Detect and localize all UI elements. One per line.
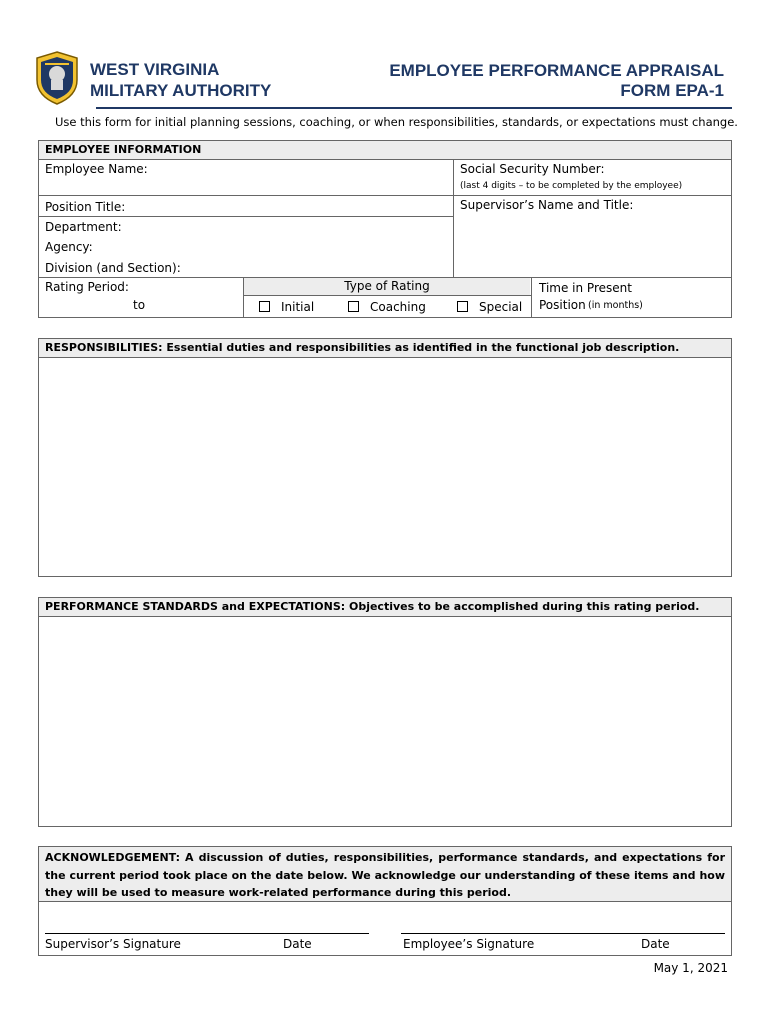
responsibilities-title: RESPONSIBILITIES: Essential duties and responsibilities as identified in the functional job description. [45,341,680,354]
divider [39,159,731,160]
acknowledgement-text: ACKNOWLEDGEMENT: A discussion of duties, responsibilities, performance standards, and expectations for the current period took place on the date below. We acknowledge our understanding of these items and how they will be used to measure work-related performance during this period. [45,851,725,899]
type-of-rating-label: Type of Rating [344,279,430,293]
divider [243,295,531,296]
time-in-position-label: Time in Present [539,281,632,295]
employee-info-header [39,141,731,159]
employee-signature-label: Employee’s Signature [403,937,535,951]
supervisor-signature-label: Supervisor’s Signature [45,937,181,951]
rating-period-end-input[interactable] [151,297,240,315]
supervisor-input[interactable] [460,215,729,277]
standards-title: PERFORMANCE STANDARDS and EXPECTATIONS: Objectives to be accomplished during this rating period. [45,600,700,613]
employee-info-section [38,140,732,318]
time-unit-note: (in months) [588,300,643,311]
division-label: Division (and Section): [45,261,181,275]
agency-input[interactable] [109,239,443,257]
employee-date-label: Date [641,937,670,951]
standards-section [38,597,732,827]
form-title: EMPLOYEE PERFORMANCE APPRAISAL [389,61,724,80]
employee-info-title: EMPLOYEE INFORMATION [45,143,202,156]
revision-date: May 1, 2021 [653,961,728,975]
org-name-line1: WEST VIRGINIA [90,60,220,79]
position-title-input[interactable] [139,199,443,217]
org-name-line2: MILITARY AUTHORITY [90,81,272,100]
divider [453,159,454,277]
employee-signature-line [401,933,725,934]
employee-name-label: Employee Name: [45,162,148,176]
ssn-input[interactable] [619,161,723,179]
rating-period-to: to [133,298,146,312]
coaching-label: Coaching [370,300,426,314]
department-input[interactable] [129,219,443,237]
divider [453,195,731,196]
supervisor-signature-input[interactable] [45,915,369,933]
divider [531,277,532,317]
special-checkbox[interactable] [457,301,468,312]
time-in-position-label2: Position [539,298,586,312]
division-input[interactable] [179,260,443,278]
divider [39,195,453,196]
divider [39,357,731,358]
form-number: FORM EPA-1 [620,81,724,100]
military-seal-icon [33,50,81,106]
employee-name-input[interactable] [149,161,453,179]
ssn-label: Social Security Number: [460,162,605,176]
agency-label: Agency: [45,240,93,254]
divider [39,901,731,902]
type-of-rating-header [244,278,530,295]
instructions: Use this form for initial planning sessions, coaching, or when responsibilities, standards, or expectations must change. [55,115,738,129]
coaching-checkbox[interactable] [348,301,359,312]
standards-header [39,598,731,616]
header-rule [96,107,732,109]
initial-label: Initial [281,300,315,314]
supervisor-label: Supervisor’s Name and Title: [460,198,634,212]
time-in-position-input[interactable] [654,297,728,315]
position-title-label: Position Title: [45,200,126,214]
special-label: Special [479,300,523,314]
department-label: Department: [45,220,122,234]
employee-signature-input[interactable] [401,915,725,933]
rating-period-label: Rating Period: [45,280,129,294]
wvma-logo [33,50,81,106]
divider [39,616,731,617]
supervisor-date-label: Date [283,937,312,951]
divider [39,216,453,217]
acknowledgement-section [38,846,732,956]
responsibilities-header [39,339,731,357]
acknowledgement-header [39,847,731,901]
supervisor-signature-line [45,933,369,934]
rating-period-start-input[interactable] [45,297,129,315]
responsibilities-section [38,338,732,577]
responsibilities-textarea[interactable] [43,361,731,575]
ssn-note: (last 4 digits – to be completed by the employee) [460,181,683,191]
standards-textarea[interactable] [43,620,731,824]
initial-checkbox[interactable] [259,301,270,312]
